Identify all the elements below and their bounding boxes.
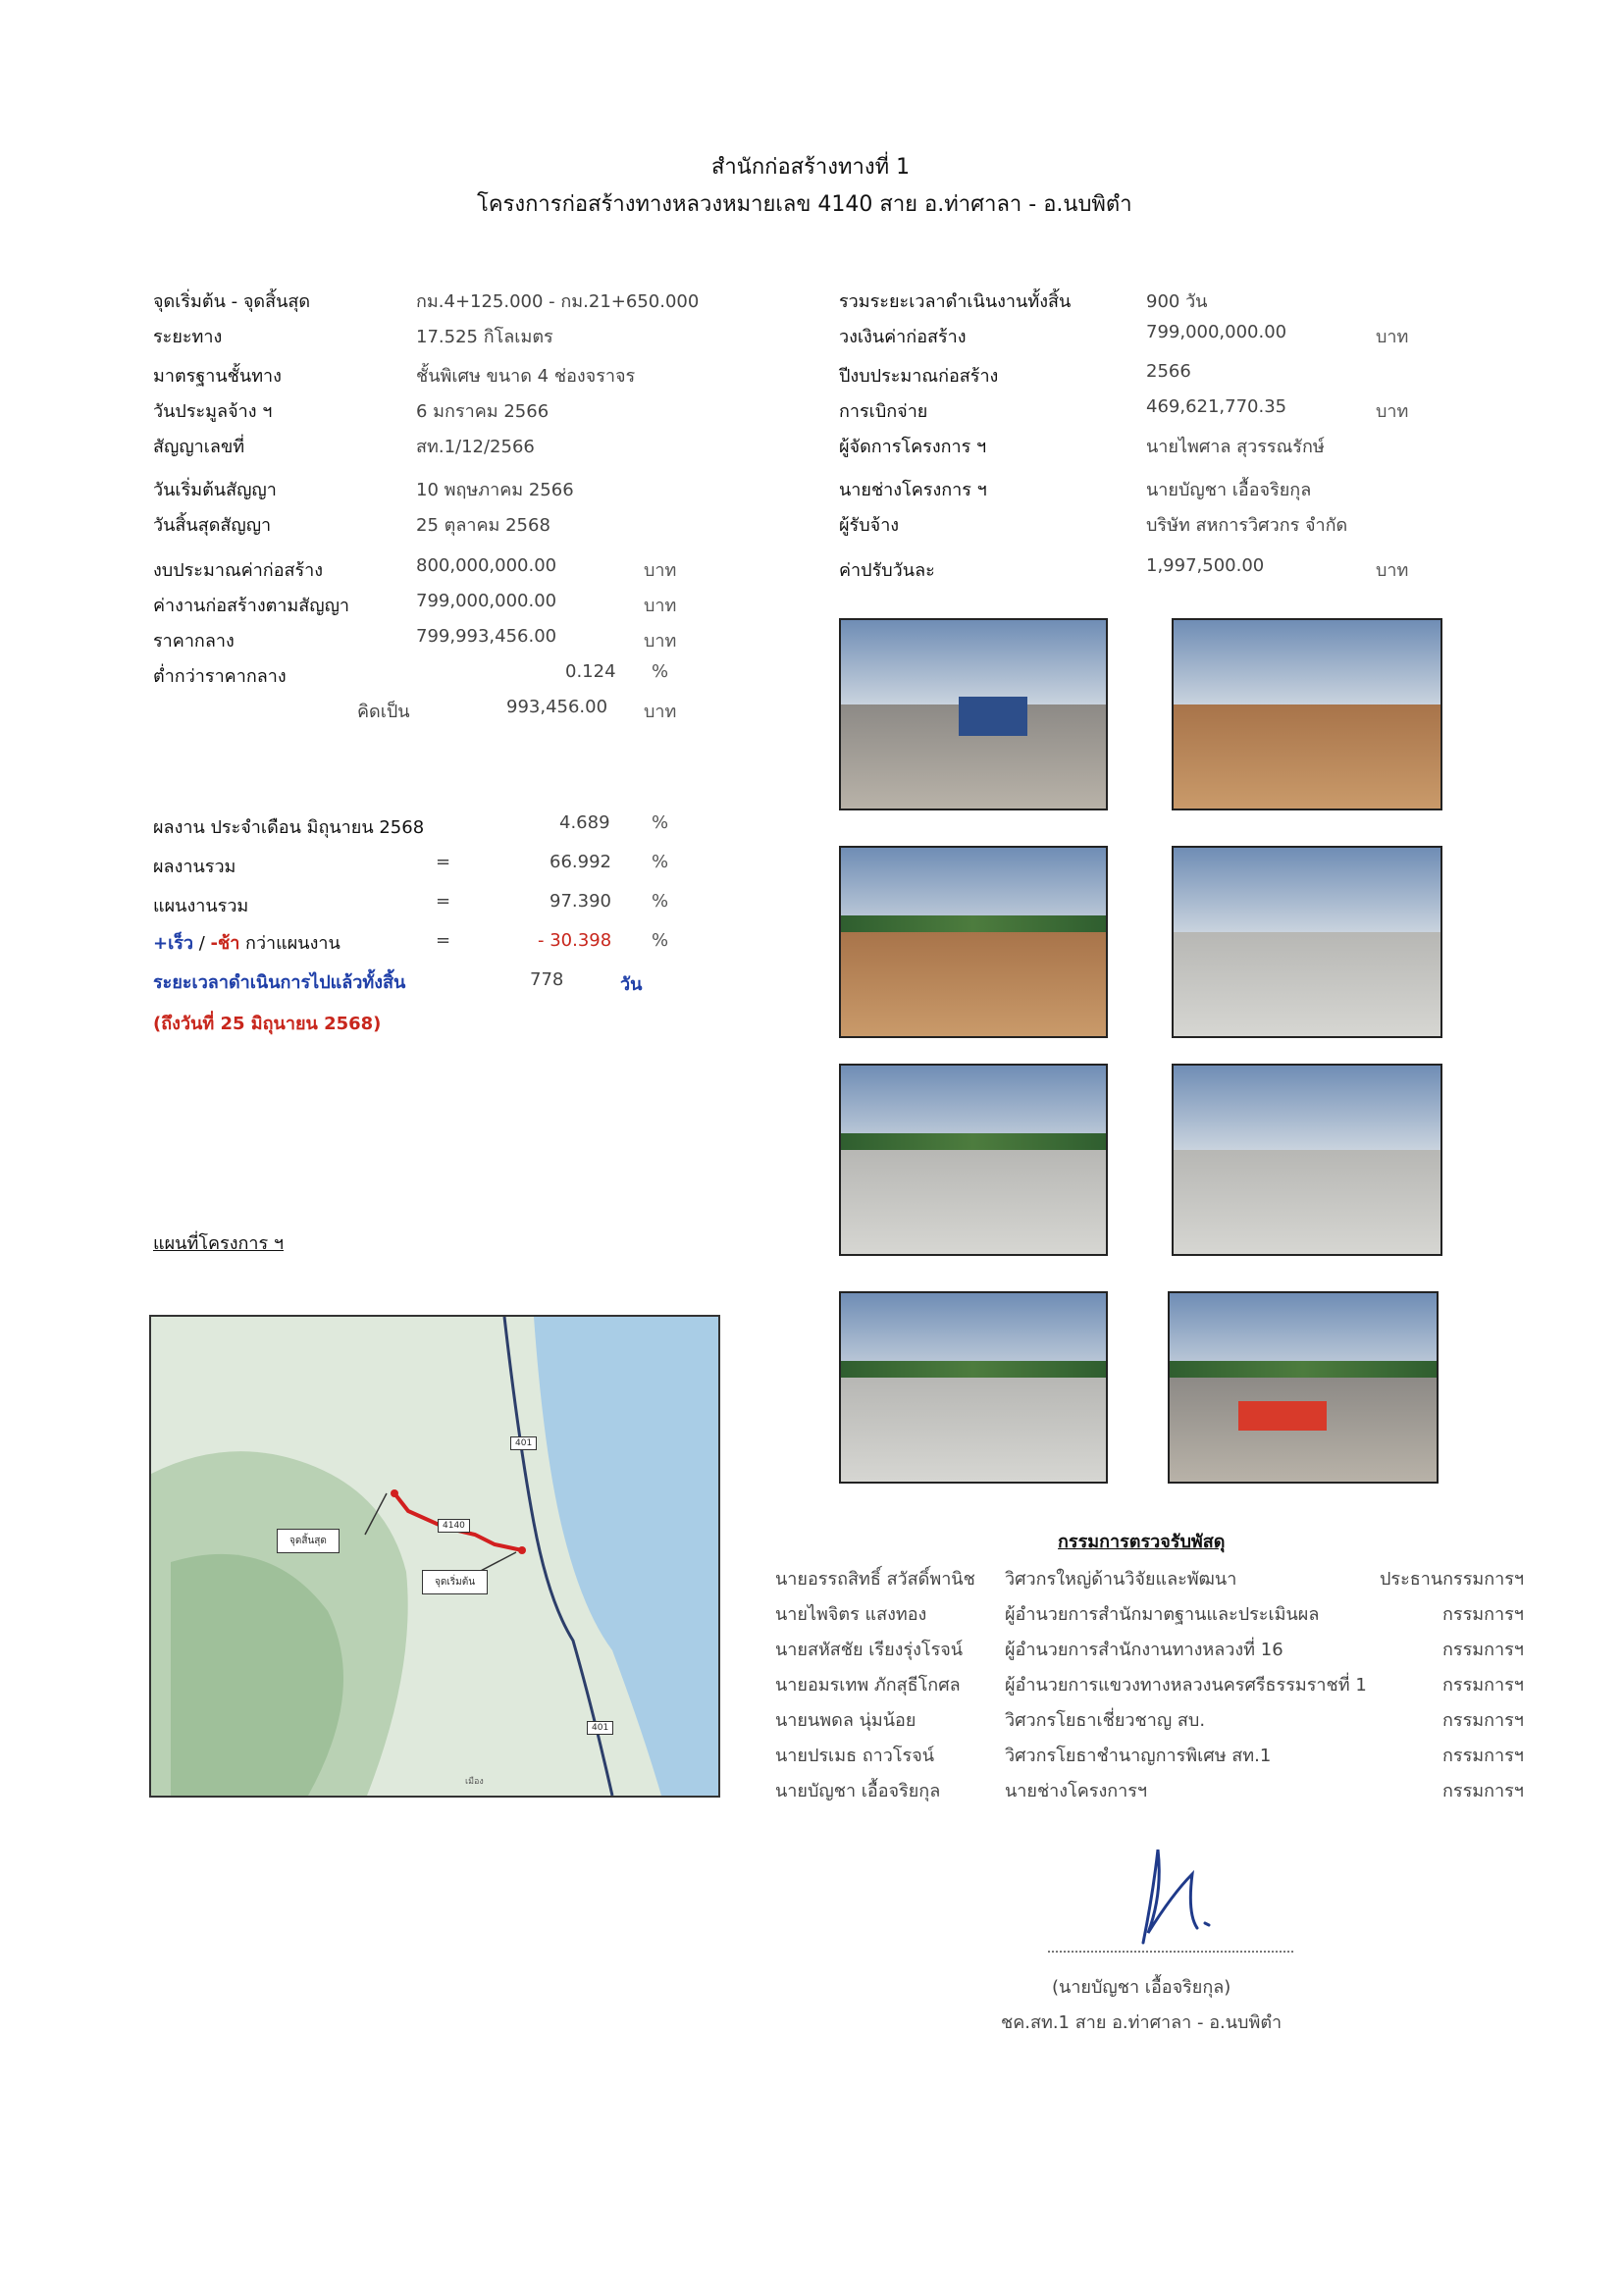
left-label: สัญญาเลขที่ [153, 437, 245, 457]
left-value: 25 ตุลาคม 2568 [416, 515, 550, 536]
left-label: งบประมาณค่าก่อสร้าง [153, 560, 324, 581]
right-value: 799,000,000.00 [1146, 322, 1287, 342]
left-label: ราคากลาง [153, 631, 235, 652]
site-photo-4 [1172, 846, 1442, 1038]
right-unit: บาท [1376, 327, 1409, 347]
member-name: นายไพจิตร แสงทอง [775, 1604, 927, 1625]
elapsed-unit: วัน [620, 974, 643, 995]
right-label: ผู้จัดการโครงการ ฯ [839, 437, 987, 457]
left-unit: % [652, 661, 669, 682]
monthly-progress-label: ผลงาน ประจำเดือน มิถุนายน 2568 [153, 817, 425, 838]
total-progress-value: 66.992 [550, 852, 611, 872]
member-position: ผู้อำนวยการสำนักงานทางหลวงที่ 16 [1005, 1640, 1283, 1660]
right-unit: บาท [1376, 560, 1409, 581]
left-value: 799,993,456.00 [416, 626, 557, 647]
member-name: นายอมรเทพ ภักสุธีโกศล [775, 1675, 961, 1696]
site-photo-7 [839, 1291, 1108, 1484]
percent-sign: % [652, 891, 669, 912]
percent-sign: % [652, 930, 669, 951]
left-value: 10 พฤษภาคม 2566 [416, 480, 574, 500]
site-photo-8 [1168, 1291, 1439, 1484]
site-photo-6 [1172, 1064, 1442, 1256]
percent-sign: % [652, 812, 669, 833]
member-name: นายนพดล นุ่มน้อย [775, 1710, 916, 1731]
office-title: สำนักก่อสร้างทางที่ 1 [711, 155, 911, 180]
member-name: นายสหัสชัย เรียงรุ่งโรจน์ [775, 1640, 964, 1660]
signer-name: (นายบัญชา เอื้อจริยกุล) [1052, 1977, 1231, 1998]
right-unit: บาท [1376, 401, 1409, 422]
highway-shield-1: 401 [510, 1436, 537, 1450]
calc-value: 993,456.00 [506, 697, 608, 717]
schedule-diff-label [153, 928, 340, 957]
end-point-label: จุดสิ้นสุด [277, 1529, 340, 1553]
left-value: 17.525 กิโลเมตร [416, 327, 553, 347]
as-of-date: (ถึงวันที่ 25 มิถุนายน 2568) [153, 1014, 382, 1034]
site-photo-1 [839, 618, 1108, 810]
left-label: มาตรฐานชั้นทาง [153, 366, 282, 387]
right-label: ผู้รับจ้าง [839, 515, 900, 536]
left-label: ค่างานก่อสร้างตามสัญญา [153, 596, 350, 616]
equals-sign: = [436, 891, 451, 912]
signature-image [1119, 1835, 1227, 1953]
right-value: บริษัท สหการวิศวกร จำกัด [1146, 515, 1348, 536]
left-unit: บาท [644, 596, 677, 616]
site-photo-3 [839, 846, 1108, 1038]
member-position: วิศวกรโยธาชำนาญการพิเศษ สท.1 [1005, 1746, 1272, 1766]
left-unit: บาท [644, 631, 677, 652]
equals-sign: = [436, 930, 451, 951]
member-name: นายอรรถสิทธิ์ สวัสดิ์พานิช [775, 1569, 975, 1590]
right-value: 469,621,770.35 [1146, 396, 1287, 417]
left-value: 799,000,000.00 [416, 591, 557, 611]
town-label: เมือง [465, 1777, 484, 1787]
schedule-diff-value: - 30.398 [538, 930, 612, 951]
route-number-label: 4140 [438, 1519, 470, 1533]
plan-progress-value: 97.390 [550, 891, 611, 912]
member-position: ผู้อำนวยการสำนักมาตฐานและประเมินผล [1005, 1604, 1320, 1625]
member-role: กรรมการฯ [1442, 1604, 1524, 1625]
right-label: วงเงินค่าก่อสร้าง [839, 327, 967, 347]
left-value: 6 มกราคม 2566 [416, 401, 550, 422]
member-role: กรรมการฯ [1442, 1640, 1524, 1660]
right-label: นายช่างโครงการ ฯ [839, 480, 987, 500]
right-label: รวมระยะเวลาดำเนินงานทั้งสิ้น [839, 291, 1072, 312]
elapsed-label: ระยะเวลาดำเนินการไปแล้วทั้งสิ้น [153, 972, 406, 993]
member-role: กรรมการฯ [1442, 1675, 1524, 1696]
site-photo-5 [839, 1064, 1108, 1256]
left-label: วันประมูลจ้าง ฯ [153, 401, 273, 422]
equals-sign: = [436, 852, 451, 872]
left-value: 800,000,000.00 [416, 555, 557, 576]
left-unit: บาท [644, 560, 677, 581]
signer-title: ชค.สท.1 สาย อ.ท่าศาลา - อ.นบพิตำ [1001, 2012, 1283, 2033]
right-value: 2566 [1146, 361, 1191, 382]
left-value: กม.4+125.000 - กม.21+650.000 [416, 291, 700, 312]
right-value: นายไพศาล สุวรรณรักษ์ [1146, 437, 1325, 457]
committee-title: กรรมการตรวจรับพัสดุ [1058, 1532, 1226, 1552]
member-position: นายช่างโครงการฯ [1005, 1781, 1148, 1801]
total-progress-label: ผลงานรวม [153, 857, 236, 877]
member-role: ประธานกรรมการฯ [1380, 1569, 1525, 1590]
right-label: การเบิกจ่าย [839, 401, 928, 422]
member-role: กรรมการฯ [1442, 1746, 1524, 1766]
member-name: นายปรเมธ ถาวโรจน์ [775, 1746, 935, 1766]
right-label: ค่าปรับวันละ [839, 560, 935, 581]
right-label: ปีงบประมาณก่อสร้าง [839, 366, 999, 387]
ahead-text: +เร็ว [153, 933, 194, 954]
behind-text: -ช้า [210, 933, 240, 954]
plan-progress-label: แผนงานรวม [153, 896, 249, 916]
percent-sign: % [652, 852, 669, 872]
right-value: 1,997,500.00 [1146, 555, 1265, 576]
left-label: ต่ำกว่าราคากลาง [153, 666, 287, 687]
elapsed-value: 778 [530, 969, 564, 990]
diff-suffix: กว่าแผนงาน [239, 933, 340, 954]
member-position: ผู้อำนวยการแขวงทางหลวงนครศรีธรรมราชที่ 1 [1005, 1675, 1367, 1696]
member-position: วิศวกรโยธาเชี่ยวชาญ สบ. [1005, 1710, 1206, 1731]
monthly-progress-value: 4.689 [559, 812, 610, 833]
member-role: กรรมการฯ [1442, 1710, 1524, 1731]
member-role: กรรมการฯ [1442, 1781, 1524, 1801]
highway-shield-2: 401 [587, 1721, 613, 1735]
project-map [149, 1315, 720, 1798]
diff-separator: / [193, 933, 211, 954]
left-label: ระยะทาง [153, 327, 223, 347]
start-point-label: จุดเริ่มต้น [422, 1570, 488, 1594]
signature-line [1048, 1951, 1293, 1953]
site-photo-2 [1172, 618, 1442, 810]
calc-label: คิดเป็น [357, 702, 410, 722]
right-value: นายบัญชา เอื้อจริยกุล [1146, 480, 1312, 500]
left-value: 0.124 [565, 661, 616, 682]
left-label: วันเริ่มต้นสัญญา [153, 480, 277, 500]
left-label: จุดเริ่มต้น - จุดสิ้นสุด [153, 291, 311, 312]
member-name: นายบัญชา เอื้อจริยกุล [775, 1781, 941, 1801]
calc-unit: บาท [644, 702, 677, 722]
left-label: วันสิ้นสุดสัญญา [153, 515, 272, 536]
left-value: ชั้นพิเศษ ขนาด 4 ช่องจราจร [416, 366, 636, 387]
project-title: โครงการก่อสร้างทางหลวงหมายเลข 4140 สาย อ.ท่าศาลา - อ.นบพิตำ [477, 192, 1132, 217]
left-value: สท.1/12/2566 [416, 437, 535, 457]
map-graphic [151, 1317, 718, 1796]
member-position: วิศวกรใหญ่ด้านวิจัยและพัฒนา [1005, 1569, 1237, 1590]
map-title: แผนที่โครงการ ฯ [153, 1233, 284, 1254]
right-value: 900 วัน [1146, 291, 1208, 312]
